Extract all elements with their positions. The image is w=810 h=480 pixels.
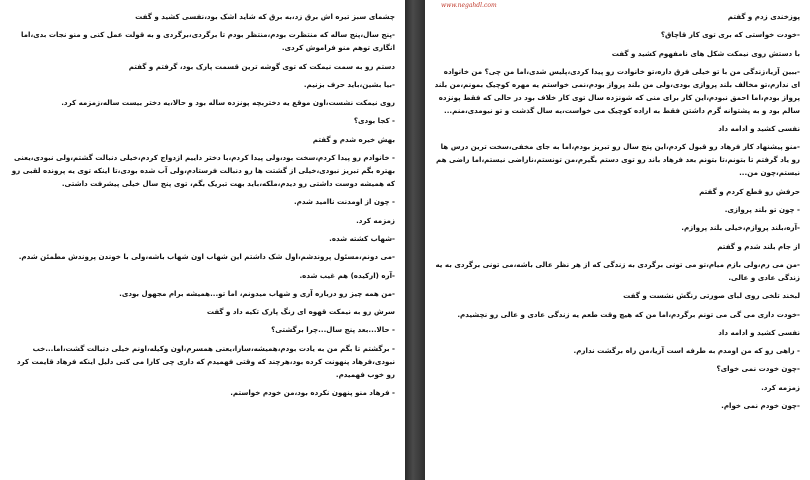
text-line: لبخند تلخی روی لبای صورتی رنگش نشست و گفت	[623, 291, 800, 301]
text-line: چشمای سبز تیره اش برق زد،به برق که شاید اشک بود،نفسی کشید و گفت	[135, 12, 395, 21]
right-page-text	[433, 10, 800, 412]
text-line: روی نیمکت نشست،اون موقع یه دختربچه پونزده ساله بود و حالا،یه دختر بیست ساله،زمزمه کرد.	[61, 98, 395, 108]
page-gutter	[405, 0, 425, 480]
text-line: -چون خودت نمی خوای؟	[716, 364, 800, 374]
right-document-page	[425, 0, 810, 480]
text-line: - خانوادم رو پیدا کردم،سخت بود،ولی پیدا کردم،با دختر داییم ازدواج کردم،خیلی دنبالت گشتم،ولی نبودی،یعنی بهتره بگم تبریز نبودی،خیلی از گشتت ها رو دنبالت فرستادم،ولی آب شده بودی،تا اینکه توی یه پرونده لقبی رو که همیشه دوست داشتی رو دیدم،ملکه،باید بهت تبریک بگم، توی پنج سال خیلی پیشرفت داشتی.	[11, 153, 395, 189]
text-line: از جام بلند شدم و گفتم	[717, 241, 800, 251]
text-line: پوزخندی زدم و گفتم	[727, 12, 800, 21]
text-line: -من همه چیز رو درباره آری و شهاب میدونم، اما تو...همیشه برام مجهول بودی.	[119, 288, 395, 298]
text-line: -خودت خواستی که بری توی کار قاچاق؟	[660, 30, 800, 40]
watermark-url: www.negahdl.com	[441, 2, 497, 9]
text-line: - چون از اومدنت ناامید شدم.	[293, 197, 395, 207]
text-line: نفسی کشید و ادامه داد	[718, 124, 800, 134]
text-line: زمزمه کرد.	[356, 215, 395, 225]
text-line: با دستش روی نیمکت شکل های نامفهوم کشید و گفت	[611, 48, 800, 58]
text-line: -می دونم،مسئول پروندشم،اول شک داشتم این شهاب اون شهاب باشه،ولی با خوندن پروندش مطمئن شدم.	[18, 252, 395, 262]
text-line: - برگشتم تا بگم من به یادت بودم،همیشه،سارا،یعنی همسرم،اون وکیله،اونم خیلی دنبالت گشت،اما...خب نبودی،فرهاد پنهونت کرده بود،هرچند که وقتی فهمیدم که داری چی کارا می کنی دلیل اینکه فرهاد قایمت کرد رو خوب فهمیدم.	[16, 343, 395, 379]
text-line: حرفش رو قطع کردم و گفتم	[699, 186, 800, 196]
text-line: -چون خودم نمی خوام.	[721, 401, 800, 411]
text-line: -آره (ارکیده) هم غیب شده.	[299, 270, 395, 280]
text-line: -خودت داری می گی می تونم برگردم،اما من که هیچ وقت طعم یه زندگی عادی و عالی رو نچشیدم.	[457, 309, 800, 319]
text-line: -منو پیشنهاد کار فرهاد رو قبول کردم،این پنج سال رو تبریز بودم،اما به جای مخفی،سخت ترین درس ها رو یاد گرفتم تا بتونم،تا بتونم بعد فرهاد باند رو توی دستم بگیرم،من تونستم،ناراضی نیستم،اما راضی هم نیستم،چون من...	[436, 142, 800, 178]
text-line: -من می رم،ولی بازم میام،تو می تونی برگردی به زندگی که از هر نظر عالی باشه،می تونی برگردی به یه زندگی عادی و عالی.	[435, 259, 800, 282]
text-line: سرش رو به نیمکت قهوه ای رنگ پارک تکیه داد و گفت	[206, 307, 395, 317]
text-line: -شهاب کشته شده.	[329, 233, 395, 243]
text-line: -آره،بلند پروازم،خیلی بلند پروازم.	[681, 223, 800, 233]
text-line: - حالا...بعد پنج سال...چرا برگشتی؟	[271, 325, 395, 335]
text-line: - فرهاد منو پنهون نکرده بود،من خودم خواستم.	[230, 388, 395, 398]
text-line: دستم رو به سمت نیمکت که توی گوشه ترین قسمت پارک بود، گرفتم و گفتم	[128, 61, 395, 71]
text-line: زمزمه کرد.	[761, 382, 800, 392]
text-line: -بیا بشین،باید حرف بزنیم.	[303, 79, 395, 89]
text-line: - کجا بودی؟	[353, 116, 395, 126]
text-line: - راهی رو که من اومدم به طرفه است آریا،من راه برگشت ندارم.	[573, 346, 800, 356]
text-line: نفسی کشید و ادامه داد	[718, 327, 800, 337]
text-line: -ببین آریا،زندگی من با تو خیلی فرق داره،تو خانوادت رو پیدا کردی،پلیس شدی،اما من چی؟ من خانواده ای ندارم،تو مخالف بلند پروازی بودی،ولی من بلند پرواز بودم،نمی خواستم یه مهره کوچیک بمونم،من بلند پرواز بودم،اما احمق نبودم،این کار برای منی که شونزده سال توی کار خلاف بود در حالی که فقط پونزده سالم بود و به پشتوانه گرم داشتن فقط به اراده کوچیک می خواست،یه سال گذشت و تو نیومدی،منم...	[434, 66, 800, 115]
text-line: - چون تو بلند پروازی.	[724, 205, 800, 215]
left-page-text	[8, 10, 395, 399]
text-line: بهش خیره شدم و گفتم	[312, 134, 395, 144]
text-line: -پنج سال،پنج ساله که منتظرت بودم،منتظر بودم تا برگردی،برگردی و به قولت عمل کنی و منو نجات بدی،اما انگاری توهم منو فراموش کردی.	[21, 30, 395, 53]
